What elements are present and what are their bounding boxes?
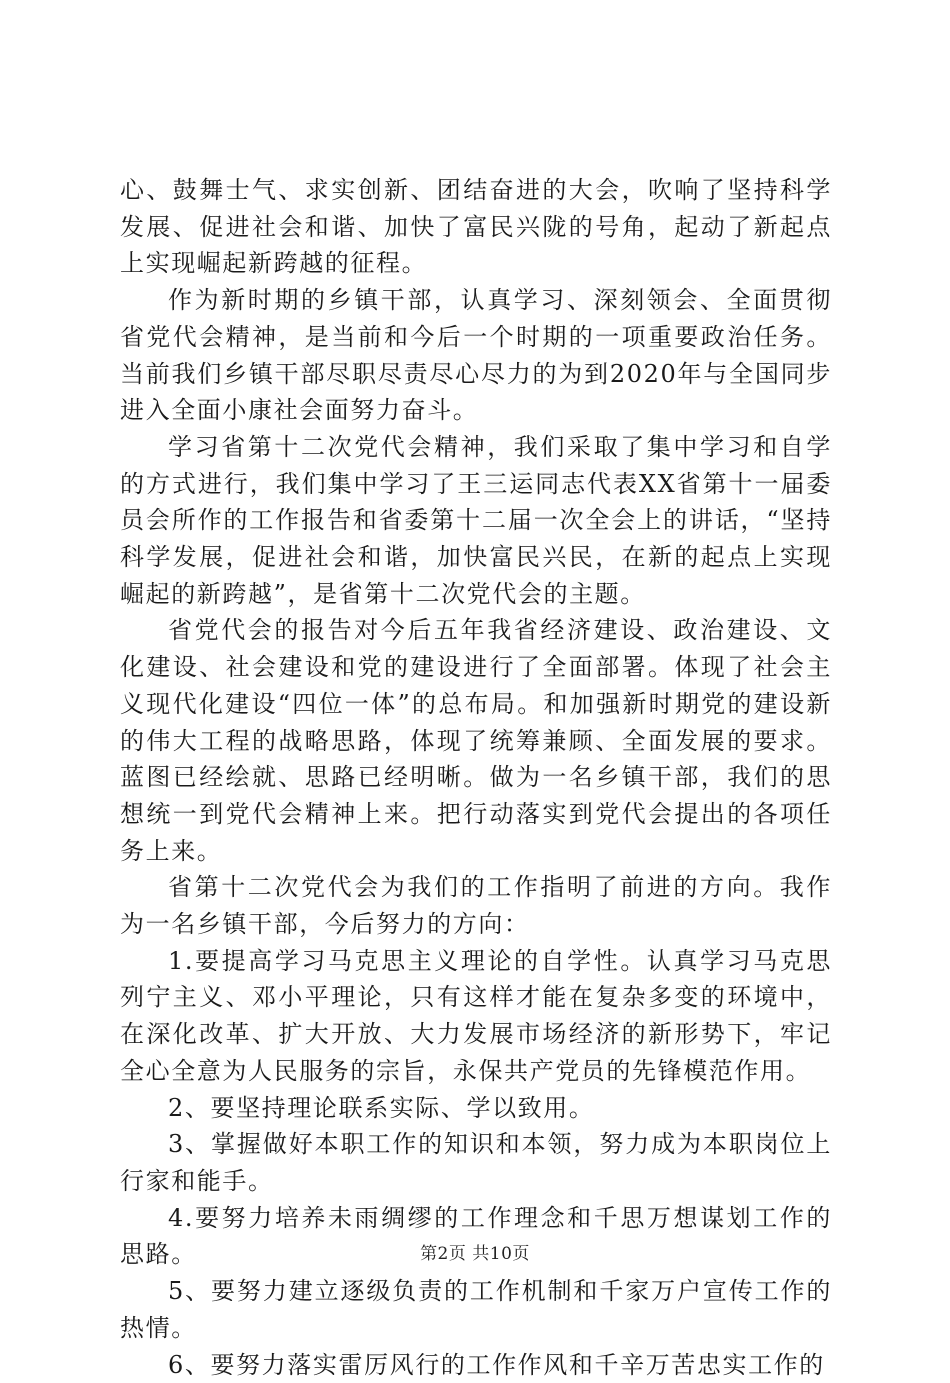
- list-item-4: 4.要努力培养未雨绸缪的工作理念和千思万想谋划工作的思路。: [120, 1200, 832, 1273]
- paragraph-1: 心、鼓舞士气、求实创新、团结奋进的大会，吹响了坚持科学发展、促进社会和谐、加快了富民兴陇的号角，起动了新起点上实现崛起新跨越的征程。: [120, 172, 832, 282]
- list-item-3: 3、掌握做好本职工作的知识和本领，努力成为本职岗位上行家和能手。: [120, 1126, 832, 1199]
- paragraph-3: 学习省第十二次党代会精神，我们采取了集中学习和自学的方式进行，我们集中学习了王三运同志代表XX省第十一届委员会所作的工作报告和省委第十二届一次全会上的讲话，“坚持科学发展，促进社会和谐，加快富民兴民，在新的起点上实现崛起的新跨越”，是省第十二次党代会的主题。: [120, 429, 832, 613]
- paragraph-4: 省党代会的报告对今后五年我省经济建设、政治建设、文化建设、社会建设和党的建设进行了全面部署。体现了社会主义现代化建设“四位一体”的总布局。和加强新时期党的建设新的伟大工程的战略思路，体现了统筹兼顾、全面发展的要求。蓝图已经绘就、思路已经明晰。做为一名乡镇干部，我们的思想统一到党代会精神上来。把行动落实到党代会提出的各项任务上来。: [120, 612, 832, 869]
- paragraph-5: 省第十二次党代会为我们的工作指明了前进的方向。我作为一名乡镇干部，今后努力的方向：: [120, 869, 832, 942]
- list-item-6: 6、要努力落实雷厉风行的工作作风和千辛万苦忠实工作的: [120, 1347, 832, 1383]
- paragraph-2: 作为新时期的乡镇干部，认真学习、深刻领会、全面贯彻省党代会精神，是当前和今后一个时期的一项重要政治任务。当前我们乡镇干部尽职尽责尽心尽力的为到2020年与全国同步进入全面小康社会面努力奋斗。: [120, 282, 832, 429]
- list-item-1: 1.要提高学习马克思主义理论的自学性。认真学习马克思列宁主义、邓小平理论，只有这样才能在复杂多变的环境中，在深化改革、扩大开放、大力发展市场经济的新形势下，牢记全心全意为人民服务的宗旨，永保共产党员的先锋模范作用。: [120, 943, 832, 1090]
- document-body: [120, 172, 832, 1383]
- list-item-2: 2、要坚持理论联系实际、学以致用。: [120, 1090, 832, 1127]
- list-item-5: 5、要努力建立逐级负责的工作机制和千家万户宣传工作的热情。: [120, 1273, 832, 1346]
- page-number-footer: 第2页 共10页: [0, 1243, 950, 1265]
